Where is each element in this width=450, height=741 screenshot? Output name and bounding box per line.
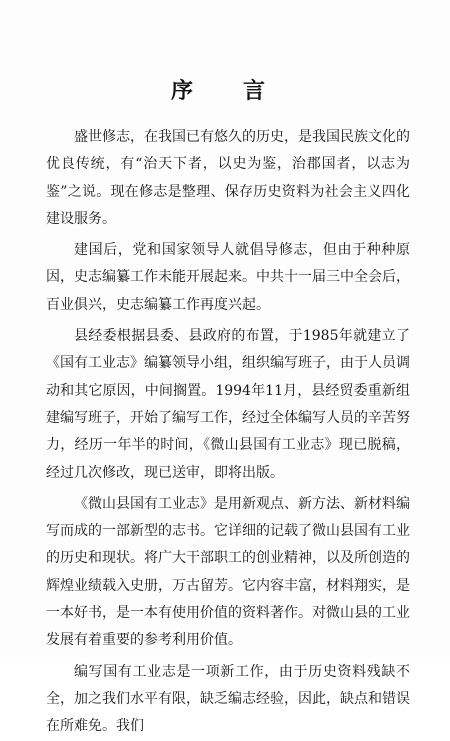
body-text [46,124,410,741]
paragraph: 《微山县国有工业志》是用新观点、新方法、新材料编写而成的一部新型的志书。它详细的记载了微山县国有工业的历史和现状。将广大干部职工的创业精神，以及所创造的辉煌业绩载入史册，万古留芳。它内容丰富，材料翔实，是一本好书，是一本有使用价值的资料著作。对微山县的工业发展有着重要的参考利用价值。 [46,495,410,649]
paragraph: 建国后，党和国家领导人就倡导修志，但由于种种原因，史志编纂工作未能开展起来。中共十一届三中全会后，百业俱兴，史志编纂工作再度兴起。 [46,242,410,313]
page-title: 序 言 [170,78,279,104]
paragraph: 盛世修志，在我国已有悠久的历史，是我国民族文化的优良传统，有“治天下者，以史为鉴，治郡国者，以志为鉴”之说。现在修志是整理、保存历史资料为社会主义四化建设服务。 [46,129,410,227]
paragraph: 县经委根据县委、县政府的布置，于1985年就建立了《国有工业志》编纂领导小组，组织编写班子，由于人员调动和其它原因，中间搁置。1994年11月，县经贸委重新组建编写班子，开始了编写工作，经过全体编写人员的辛苦努力，经历一年半的时间，《微山县国有工业志》现已脱稿，经过几次修改，现已送审，即将出版。 [46,328,410,481]
paragraph: 编写国有工业志是一项新工作，由于历史资料残缺不全，加之我们水平有限，缺乏编志经验，因此，缺点和错误在所难免。我们 [46,663,410,735]
